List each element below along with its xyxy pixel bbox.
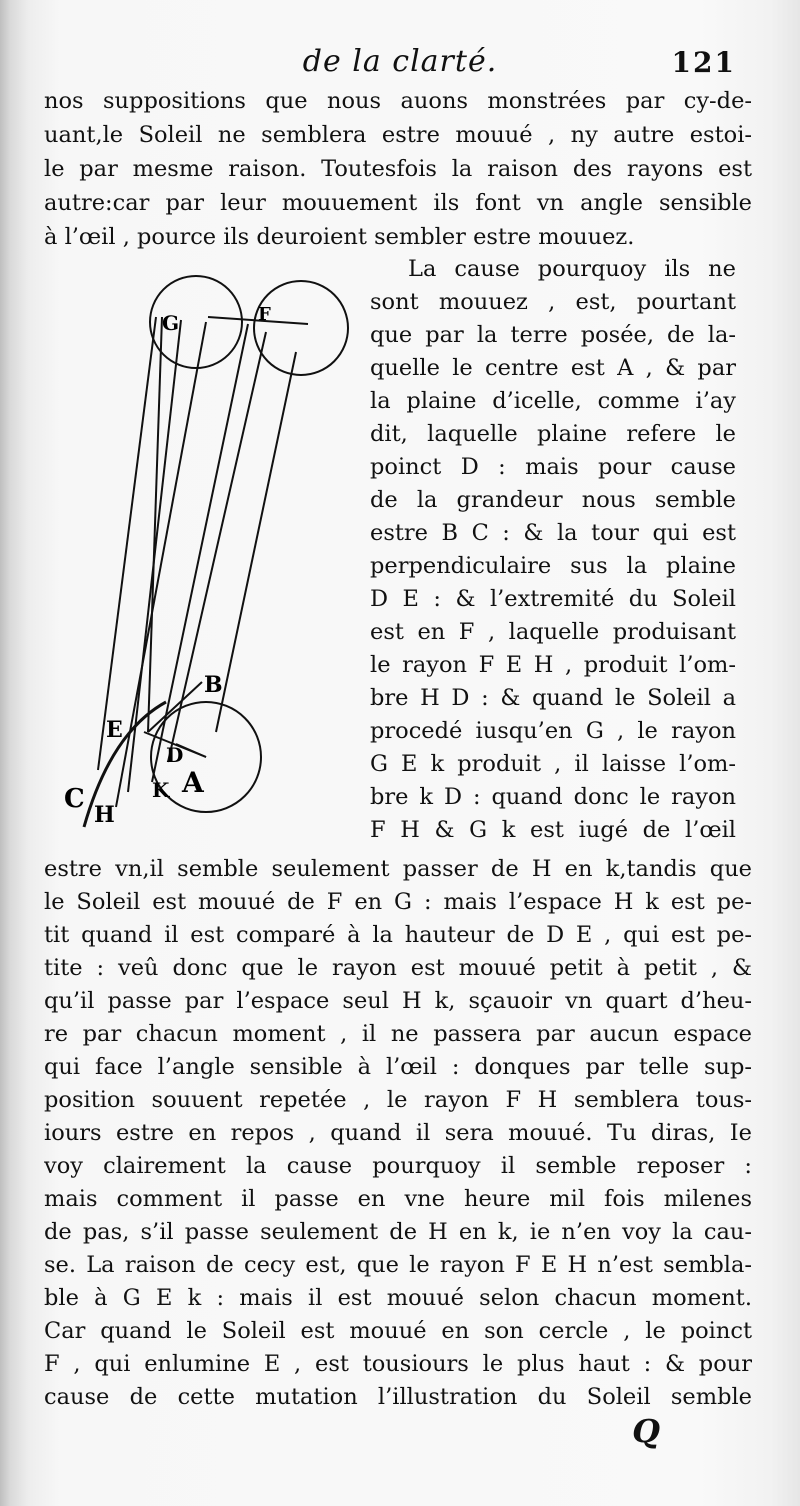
text-line: que par la terre posée, de la-: [370, 322, 736, 348]
text-line: dit, laquelle plaine refere le: [370, 421, 736, 447]
running-title: de la clarté.: [302, 44, 498, 79]
text-line: se. La raison de cecy est, que le rayon F E H n’est sembla-: [44, 1252, 752, 1278]
text-line: sont mouuez , est, pourtant: [370, 289, 736, 315]
ray-line: [148, 317, 162, 732]
text-line: bre H D : & quand le Soleil a: [370, 685, 736, 711]
figure-label-d: D: [166, 743, 184, 767]
text-line: tit quand il est comparé à la hauteur de D E , qui est pe-: [44, 922, 752, 948]
figure-label-e: E: [106, 717, 123, 743]
figure-label-f: F: [258, 304, 271, 325]
text-line: estre B C : & la tour qui est: [370, 520, 736, 546]
text-line: est en F , laquelle produisant: [370, 619, 736, 645]
text-line: bre k D : quand donc le rayon: [370, 784, 736, 810]
figure-label-h: H: [94, 802, 115, 828]
text-line: mais comment il passe en vne heure mil fois milenes: [44, 1186, 752, 1212]
ray-line: [128, 320, 184, 792]
figure-label-c: C: [64, 784, 85, 814]
text-line: re par chacun moment , il ne passera par aucun espace: [44, 1021, 752, 1047]
text-line: procedé iusqu’en G , le rayon: [370, 718, 736, 744]
figure-label-k: K: [152, 778, 170, 802]
figure-label-a: A: [182, 766, 204, 799]
text-line: le rayon F E H , produit l’om-: [370, 652, 736, 678]
text-line: de la grandeur nous semble: [370, 487, 736, 513]
text-line: poinct D : mais pour cause: [370, 454, 736, 480]
text-line: perpendiculaire sus la plaine: [370, 553, 736, 579]
figure-label-b: B: [204, 672, 223, 698]
text-line: D E : & l’extremité du Soleil: [370, 586, 736, 612]
text-line: F , qui enlumine E , est tousiours le plus haut : & pour: [44, 1351, 752, 1377]
text-line: tite : veû donc que le rayon est mouué petit à petit , &: [44, 955, 752, 981]
ray-line: [216, 352, 296, 732]
text-line: quelle le centre est A , & par: [370, 355, 736, 381]
ray-line: [98, 317, 156, 770]
text-line: à l’œil , pource ils deuroient sembler estre mouuez.: [44, 224, 635, 250]
text-line: uant,le Soleil ne semblera estre mouué , ny autre estoi-: [44, 122, 752, 148]
geometric-diagram: [56, 262, 356, 842]
text-line: estre vn,il semble seulement passer de H en k,tandis que: [44, 856, 752, 882]
text-line: le Soleil est mouué de F en G : mais l’espace H k est pe-: [44, 889, 752, 915]
text-line: Car quand le Soleil est mouué en son cercle , le poinct: [44, 1318, 752, 1344]
page-number: 121: [671, 46, 736, 79]
text-line: iours estre en repos , quand il sera mouué. Tu diras, Ie: [44, 1120, 752, 1146]
sun-circle-f: [254, 281, 348, 375]
catchword: Q: [632, 1412, 660, 1450]
text-line: cause de cette mutation l’illustration du Soleil semble: [44, 1384, 752, 1410]
text-line: nos suppositions que nous auons monstrées par cy-de-: [44, 88, 752, 114]
figure-label-g: G: [162, 311, 180, 335]
text-line: la plaine d’icelle, comme i’ay: [370, 388, 736, 414]
text-line: position souuent repetée , le rayon F H semblera tous-: [44, 1087, 752, 1113]
text-line: qu’il passe par l’espace seul H k, sçauoir vn quart d’heu-: [44, 988, 752, 1014]
text-line: ble à G E k : mais il est mouué selon chacun moment.: [44, 1285, 752, 1311]
text-line: La cause pourquoy ils ne: [408, 256, 736, 282]
text-line: F H & G k est iugé de l’œil: [370, 817, 736, 843]
text-line: le par mesme raison. Toutesfois la raison des rayons est: [44, 156, 752, 182]
text-line: de pas, s’il passe seulement de H en k, ie n’en voy la cau-: [44, 1219, 752, 1245]
text-line: G E k produit , il laisse l’om-: [370, 751, 736, 777]
text-line: voy clairement la cause pourquoy il semble reposer :: [44, 1153, 752, 1179]
text-line: qui face l’angle sensible à l’œil : donques par telle sup-: [44, 1054, 752, 1080]
ray-line: [152, 324, 248, 782]
text-line: autre:car par leur mouuement ils font vn angle sensible: [44, 190, 752, 216]
